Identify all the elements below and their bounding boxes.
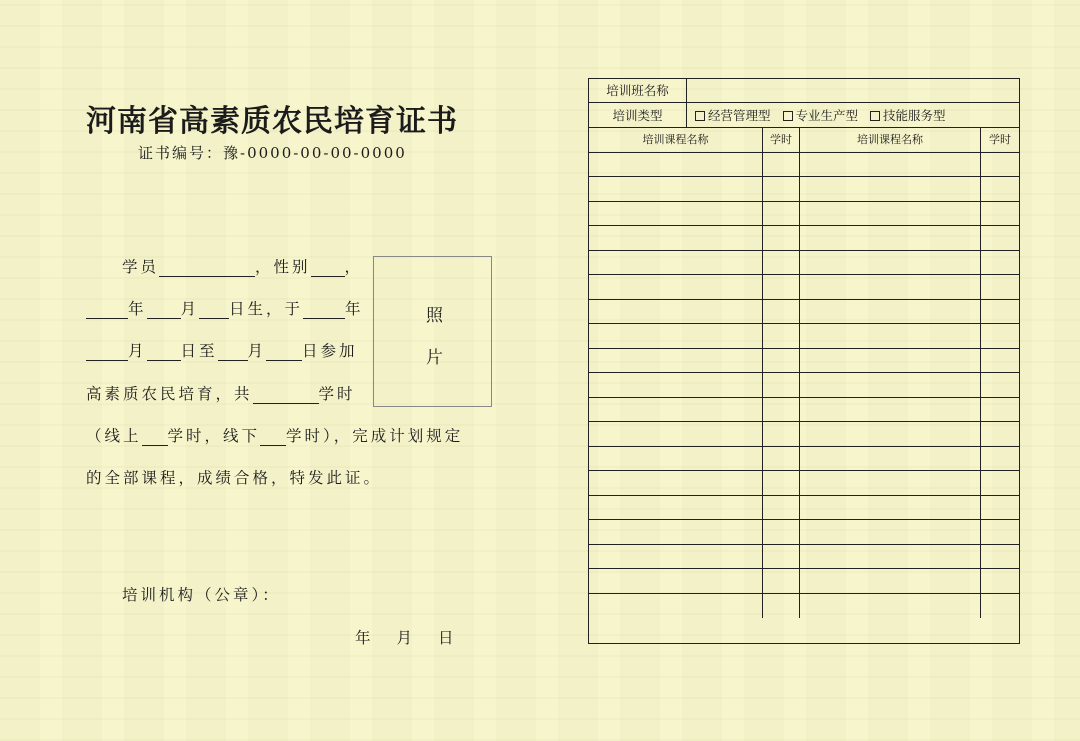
course-hours-cell[interactable]	[981, 251, 1019, 275]
course-name-cell[interactable]	[589, 471, 763, 495]
start-day-blank[interactable]	[147, 343, 181, 361]
table-header-row	[589, 128, 1019, 153]
total-hours-blank[interactable]	[253, 386, 319, 404]
course-name-cell[interactable]	[589, 275, 763, 299]
table-row	[589, 226, 1019, 251]
birth-day-blank[interactable]	[199, 301, 229, 319]
course-name-cell[interactable]	[589, 398, 763, 422]
photo-label-1: 照	[426, 306, 443, 326]
course-name-cell[interactable]	[589, 569, 763, 593]
course-name-cell[interactable]	[800, 594, 981, 619]
course-name-cell[interactable]	[589, 202, 763, 226]
course-hours-cell[interactable]	[981, 471, 1019, 495]
table-row	[589, 373, 1019, 398]
checkbox-icon[interactable]	[870, 111, 880, 121]
table-row	[589, 202, 1019, 227]
course-hours-cell[interactable]	[763, 373, 800, 397]
class-name-label: 培训班名称	[589, 79, 687, 103]
photo-label-2: 片	[426, 348, 443, 368]
course-hours-cell[interactable]	[763, 349, 800, 373]
total-hours-line: 高素质农民培育，共 学时	[86, 385, 356, 403]
course-name-cell[interactable]	[800, 153, 981, 177]
course-name-cell[interactable]	[589, 520, 763, 544]
type-option-service[interactable]: 技能服务型	[870, 103, 946, 128]
course-name-cell[interactable]	[800, 349, 981, 373]
course-name-cell[interactable]	[800, 324, 981, 348]
course-name-cell[interactable]	[800, 447, 981, 471]
course-hours-cell[interactable]	[763, 496, 800, 520]
course-hours-cell[interactable]	[981, 153, 1019, 177]
course-name-cell[interactable]	[589, 251, 763, 275]
course-hours-cell[interactable]	[981, 496, 1019, 520]
student-line: 学员 ，性别 ，	[122, 258, 364, 276]
header-course-name-1: 培训课程名称	[589, 128, 763, 152]
course-name-cell[interactable]	[800, 373, 981, 397]
training-org-label: 培训机构（公章）：	[122, 586, 281, 604]
course-hours-cell[interactable]	[981, 349, 1019, 373]
course-hours-cell[interactable]	[763, 300, 800, 324]
course-name-cell[interactable]	[589, 177, 763, 201]
table-row	[589, 422, 1019, 447]
type-option-production[interactable]: 专业生产型	[783, 103, 859, 128]
certificate-number: 证书编号：豫-0000-00-00-0000	[138, 144, 407, 162]
course-hours-cell[interactable]	[763, 275, 800, 299]
course-name-cell[interactable]	[800, 422, 981, 446]
course-hours-cell[interactable]	[763, 226, 800, 250]
header-hours-1: 学时	[763, 128, 800, 152]
table-row	[589, 251, 1019, 276]
course-hours-cell[interactable]	[763, 324, 800, 348]
course-hours-cell[interactable]	[763, 471, 800, 495]
issue-date: 年 月 日	[355, 629, 454, 647]
course-name-cell[interactable]	[589, 545, 763, 569]
table-row	[589, 496, 1019, 521]
course-hours-cell[interactable]	[981, 177, 1019, 201]
course-hours-cell[interactable]	[763, 594, 800, 619]
training-type-options	[695, 103, 958, 128]
student-name-blank[interactable]	[159, 259, 255, 277]
course-hours-cell[interactable]	[981, 422, 1019, 446]
end-month-blank[interactable]	[218, 343, 248, 361]
course-name-cell[interactable]	[800, 520, 981, 544]
table-row	[589, 398, 1019, 423]
course-hours-cell[interactable]	[763, 569, 800, 593]
header-hours-2: 学时	[989, 133, 1011, 146]
course-name-cell[interactable]	[800, 496, 981, 520]
course-hours-cell[interactable]	[981, 300, 1019, 324]
period-line: 月 日至 月 日参加	[86, 339, 358, 361]
course-name-cell[interactable]	[800, 398, 981, 422]
course-hours-cell[interactable]	[763, 202, 800, 226]
table-row	[589, 520, 1019, 545]
table-row	[589, 594, 1019, 619]
table-row	[589, 324, 1019, 349]
end-day-blank[interactable]	[266, 343, 302, 361]
course-hours-cell[interactable]	[981, 202, 1019, 226]
course-hours-cell[interactable]	[981, 569, 1019, 593]
course-hours-cell[interactable]	[981, 447, 1019, 471]
table-row	[589, 349, 1019, 374]
course-name-cell[interactable]	[589, 226, 763, 250]
course-hours-cell[interactable]	[981, 373, 1019, 397]
course-hours-cell[interactable]	[981, 226, 1019, 250]
course-table	[588, 78, 1020, 644]
checkbox-icon[interactable]	[783, 111, 793, 121]
table-row	[589, 545, 1019, 570]
start-month-blank[interactable]	[86, 343, 128, 361]
table-row	[589, 153, 1019, 178]
start-year-blank[interactable]	[303, 301, 345, 319]
certificate-title: 河南省高素质农民培育证书	[86, 104, 458, 139]
course-name-cell[interactable]	[800, 300, 981, 324]
course-hours-cell[interactable]	[763, 153, 800, 177]
course-name-cell[interactable]	[800, 226, 981, 250]
course-name-cell[interactable]	[800, 275, 981, 299]
table-row	[589, 275, 1019, 300]
table-row	[589, 177, 1019, 202]
photo-box[interactable]	[373, 256, 492, 407]
course-name-cell[interactable]	[589, 324, 763, 348]
course-hours-cell[interactable]	[763, 251, 800, 275]
training-type-label: 培训类型	[589, 103, 687, 128]
offline-hours-blank[interactable]	[260, 428, 286, 446]
course-hours-cell[interactable]	[763, 422, 800, 446]
course-hours-cell[interactable]	[981, 398, 1019, 422]
course-name-cell[interactable]	[800, 177, 981, 201]
completion-line: 的全部课程，成绩合格，特发此证。	[86, 469, 383, 487]
table-row	[589, 471, 1019, 496]
course-hours-cell[interactable]	[763, 447, 800, 471]
training-type-row	[589, 103, 1019, 128]
course-name-cell[interactable]	[589, 422, 763, 446]
checkbox-icon[interactable]	[695, 111, 705, 121]
course-hours-cell[interactable]	[981, 324, 1019, 348]
course-hours-cell[interactable]	[763, 545, 800, 569]
online-hours-blank[interactable]	[142, 428, 168, 446]
course-name-cell[interactable]	[589, 594, 763, 619]
course-name-cell[interactable]	[800, 202, 981, 226]
class-name-row	[589, 79, 1019, 103]
course-grid	[589, 128, 1019, 618]
birth-line: 年 月 日生，于 年	[86, 297, 364, 319]
header-course-name-2: 培训课程名称	[800, 128, 981, 152]
table-row	[589, 569, 1019, 594]
table-row	[589, 447, 1019, 472]
course-name-cell[interactable]	[589, 496, 763, 520]
course-hours-cell[interactable]	[763, 398, 800, 422]
course-name-cell[interactable]	[589, 447, 763, 471]
course-name-cell[interactable]	[589, 373, 763, 397]
course-name-cell[interactable]	[589, 300, 763, 324]
course-hours-cell[interactable]	[981, 275, 1019, 299]
table-row	[589, 300, 1019, 325]
course-hours-cell[interactable]	[981, 545, 1019, 569]
course-hours-cell[interactable]	[763, 520, 800, 544]
course-name-cell[interactable]	[800, 545, 981, 569]
course-name-cell[interactable]	[589, 153, 763, 177]
gender-blank[interactable]	[311, 259, 345, 277]
course-hours-cell[interactable]	[981, 520, 1019, 544]
course-name-cell[interactable]	[800, 251, 981, 275]
birth-month-blank[interactable]	[147, 301, 181, 319]
course-name-cell[interactable]	[589, 349, 763, 373]
type-option-management[interactable]: 经营管理型	[695, 103, 771, 128]
course-hours-cell[interactable]	[763, 177, 800, 201]
online-offline-line: （线上 学时，线下 学时），完成计划规定	[86, 427, 464, 445]
course-name-cell[interactable]	[800, 471, 981, 495]
course-name-cell[interactable]	[800, 569, 981, 593]
birth-year-blank[interactable]	[86, 301, 128, 319]
course-hours-cell[interactable]	[981, 594, 1019, 619]
